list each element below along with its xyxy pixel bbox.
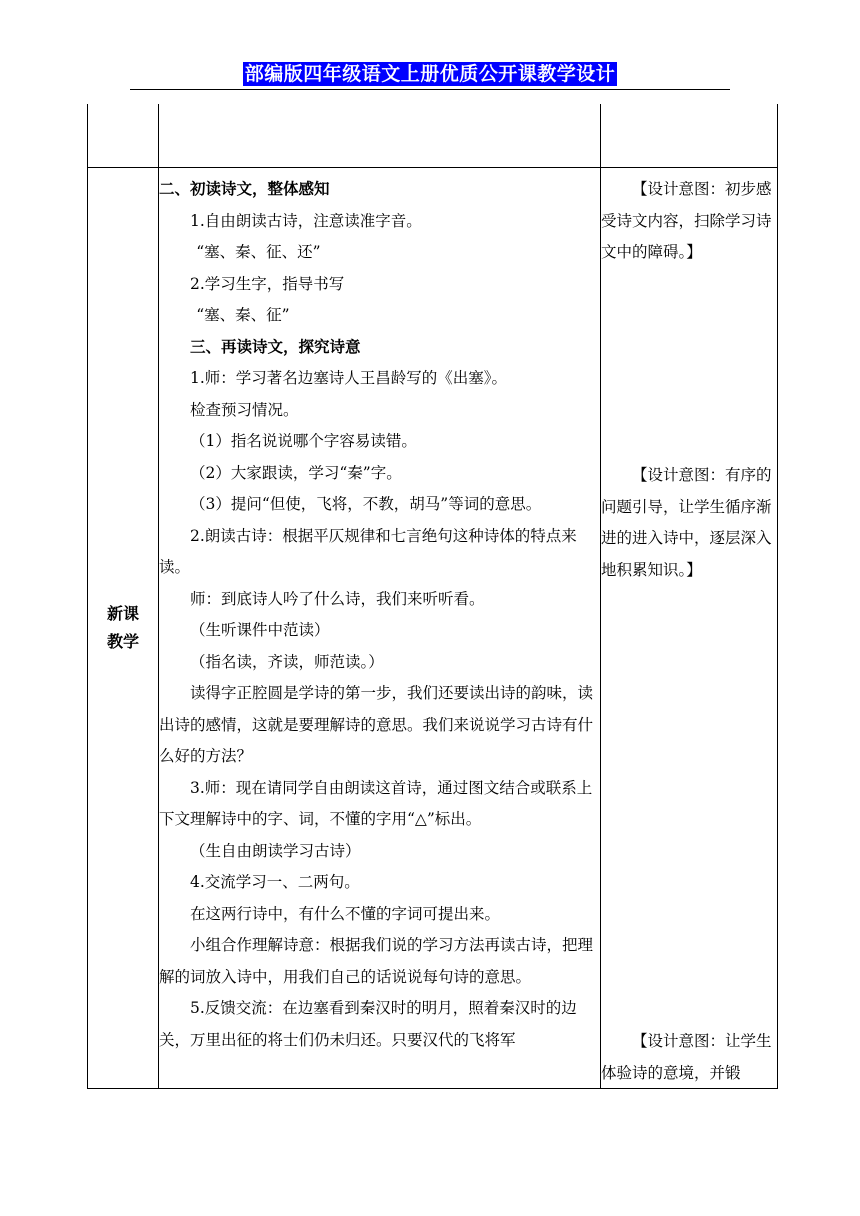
- content-line: （指名读，齐读，师范读。）: [190, 652, 384, 671]
- header-title: 部编版四年级语文上册优质公开课教学设计: [244, 63, 616, 85]
- previous-label-cell: [88, 104, 159, 168]
- content-line: （3）提问“但使，飞将，不教，胡马”等词的意思。: [190, 495, 542, 513]
- design-notes-cell: [601, 168, 778, 1089]
- content-line: 在这两行诗中，有什么不懂的字词可提出来。: [190, 904, 501, 923]
- content-line: 4.交流学习一、二两句。: [190, 873, 360, 891]
- content-line: “塞、秦、征、还”: [196, 243, 321, 261]
- content-line: （生听课件中范读）: [190, 621, 330, 639]
- content-paragraph: 2.朗读古诗：根据平仄规律和七言绝句这种诗体的特点来读。: [159, 526, 577, 576]
- previous-note-cell: [601, 104, 778, 168]
- table-row-previous: [88, 104, 778, 168]
- content-line: “塞、秦、征”: [196, 306, 290, 324]
- content-paragraph: 小组合作理解诗意：根据我们说的学习方法再读古诗，把理解的词放入诗中，用我们自己的话说说每句诗的意思。: [159, 936, 594, 986]
- content-paragraph: 5.反馈交流：在边塞看到秦汉时的明月，照着秦汉时的边关，万里出征的将士们仍未归还。只要汉代的飞将军: [159, 999, 577, 1049]
- header-divider: [130, 89, 730, 90]
- content-cell: [159, 168, 601, 1089]
- lesson-table: [87, 104, 778, 1089]
- design-note-text: 【设计意图：初步感受诗文内容，扫除学习诗文中的障碍。】: [601, 180, 772, 261]
- design-note-3: [601, 1026, 777, 1089]
- content-line: 师：到底诗人吟了什么诗，我们来听听看。: [190, 589, 485, 608]
- section-label-line-1: 新课: [106, 604, 139, 623]
- content-line: （2）大家跟读，学习“秦”字。: [190, 463, 402, 482]
- content-line: 1.自由朗读古诗，注意读准字音。: [190, 211, 422, 230]
- previous-content-cell: [159, 104, 601, 168]
- heading-first-reading: 二、初读诗文，整体感知: [159, 180, 330, 198]
- content-line: 2.学习生字，指导书写: [190, 274, 345, 293]
- design-note-1: [601, 174, 777, 269]
- content-line: （1）指名说说哪个字容易读错。: [190, 432, 417, 450]
- content-line: 检查预习情况。: [190, 400, 299, 419]
- lesson-content: [159, 168, 600, 1056]
- section-label-line-2: 教学: [106, 632, 139, 651]
- section-label-cell: [88, 168, 159, 1089]
- page-header: [0, 62, 860, 86]
- design-note-text: 【设计意图：有序的问题引导，让学生循序渐进的进入诗中，逐层深入地积累知识。】: [601, 466, 772, 579]
- table-row-new-lesson: [88, 168, 778, 1089]
- heading-second-reading: 三、再读诗文，探究诗意: [190, 337, 361, 356]
- content-paragraph: 读得字正腔圆是学诗的第一步，我们还要读出诗的韵味，读出诗的感情，这就是要理解诗的意思。我们来说说学习古诗有什么好的方法？: [159, 684, 594, 765]
- content-line: （生自由朗读学习古诗）: [190, 841, 361, 860]
- design-note-2: [601, 460, 777, 586]
- design-note-text: 【设计意图：让学生体验诗的意境，并锻: [601, 1032, 772, 1082]
- content-line: 1.师：学习著名边塞诗人王昌龄写的《出塞》。: [190, 369, 508, 387]
- content-paragraph: 3.师：现在请同学自由朗读这首诗，通过图文结合或联系上下文理解诗中的字、词，不懂的字用“△”标出。: [159, 778, 593, 828]
